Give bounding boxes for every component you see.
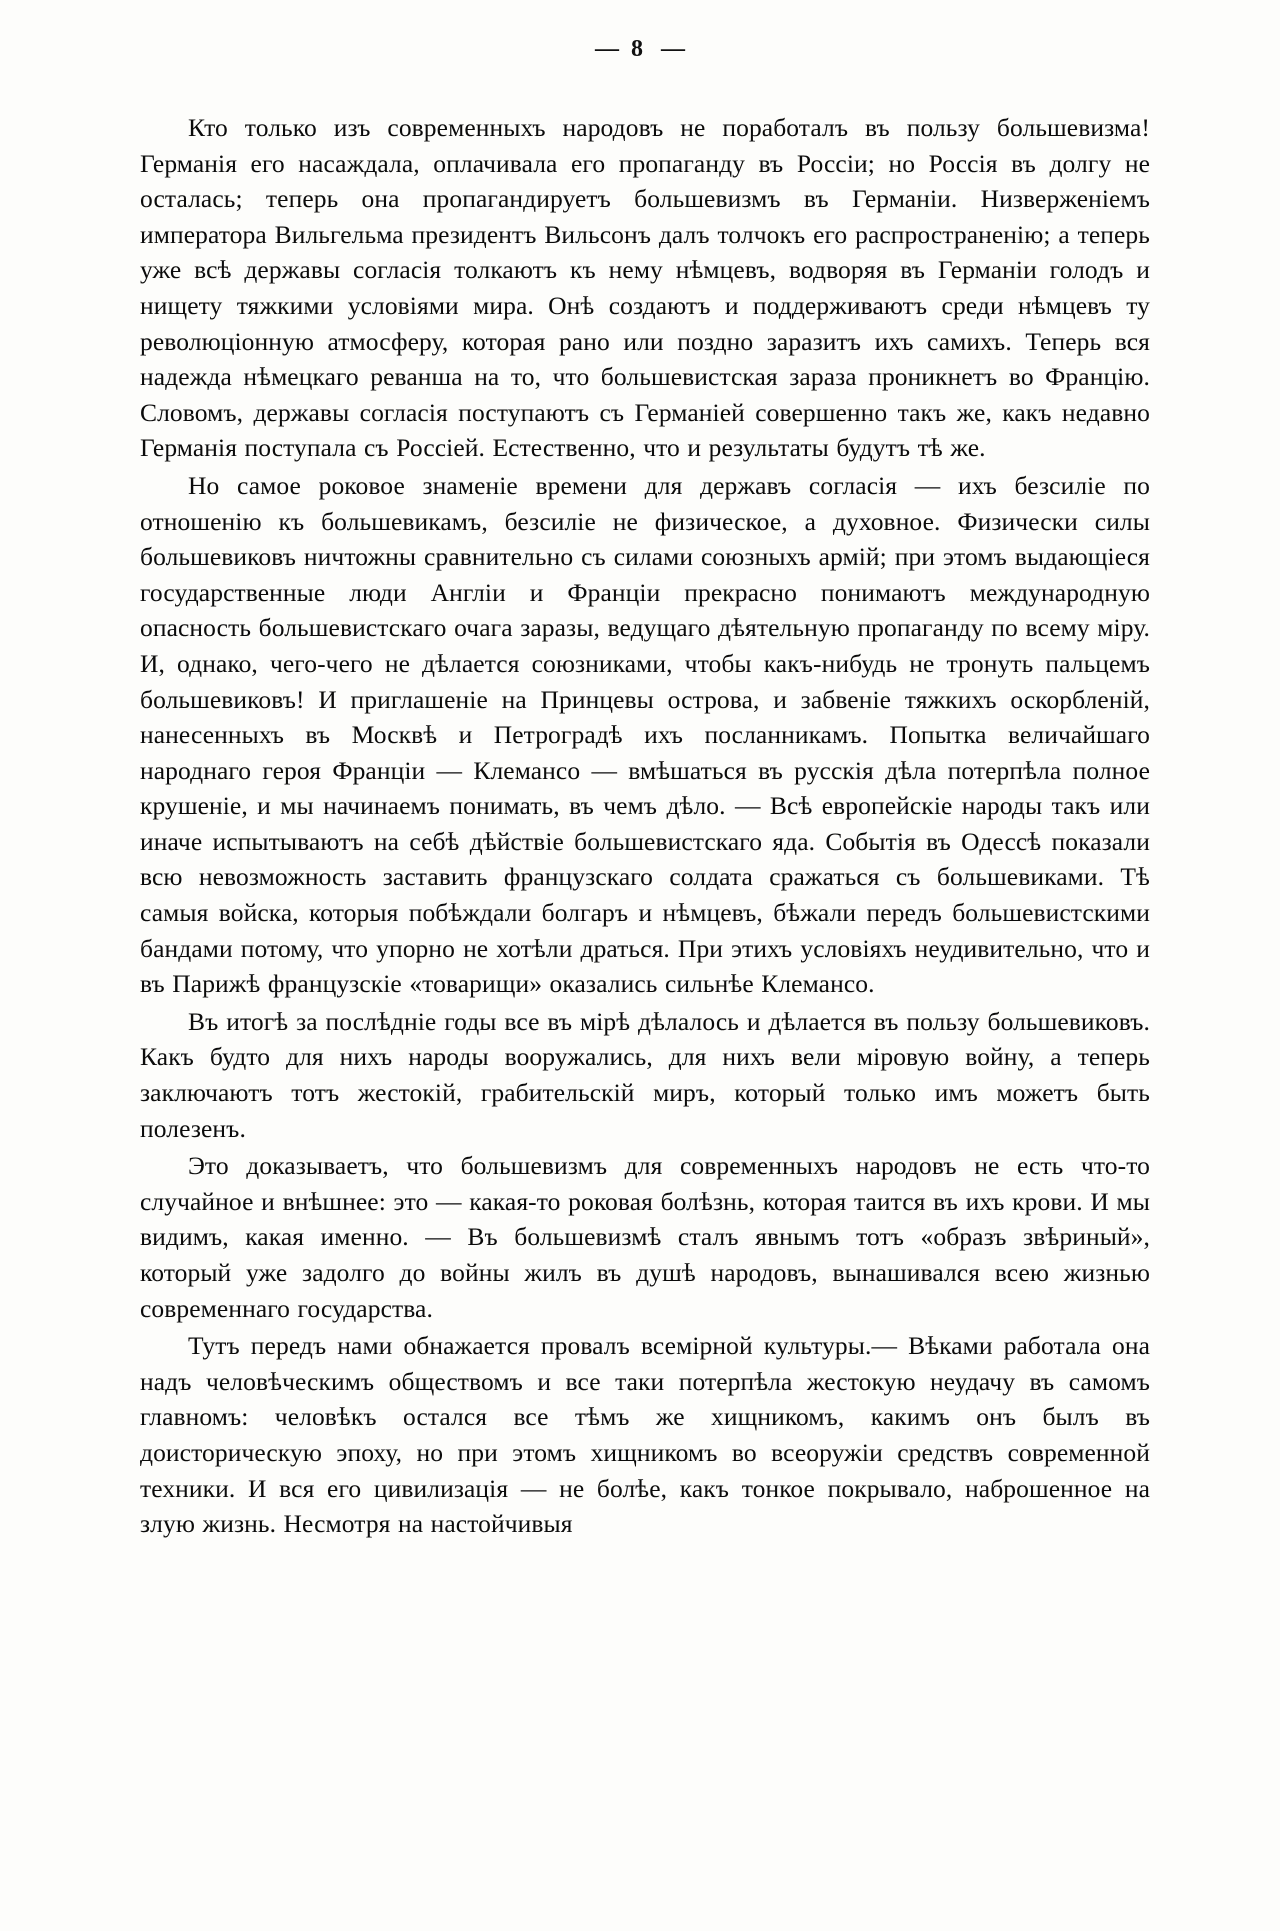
page-number: 8 bbox=[631, 36, 649, 62]
dash-left: — bbox=[595, 36, 619, 62]
paragraph: Кто только изъ современныхъ народовъ не поработалъ въ пользу большевизма! Германія его насаждала, оплачивала его пропаганду въ Россіи; но Россія въ долгу не осталась; теперь она пропагандируетъ большевизмъ въ Германіи. Низверженіемъ императора Вильгельма президентъ Вильсонъ далъ толчокъ его распространенію; а теперь уже всѣ державы согласія толкаютъ къ нему нѣмцевъ, водворяя въ Германіи голодъ и нищету тяжкими условіями мира. Онѣ создаютъ и поддерживаютъ среди нѣмцевъ ту революціонную атмосферу, которая рано или поздно заразитъ ихъ самихъ. Теперь вся надежда нѣмецкаго реванша на то, что большевистская зараза проникнетъ во Францію. Словомъ, державы согласія поступаютъ съ Германіей совершенно такъ же, какъ недавно Германія поступала съ Россіей. Естественно, что и результаты будутъ тѣ же. bbox=[140, 113, 1150, 463]
paragraph: Но самое роковое знаменіе времени для державъ согласія — ихъ безсиліе по отношенію къ большевикамъ, безсиліе не физическое, а духовное. Физически силы большевиковъ ничтожны сравнительно съ силами союзныхъ армій; при этомъ выдающіеся государственные люди Англіи и Франціи прекрасно понимаютъ международную опасность большевистскаго очага заразы, ведущаго дѣятельную пропаганду по всему міру. И, однако, чего-чего не дѣлается союзниками, чтобы какъ-нибудь не тронуть пальцемъ большевиковъ! И приглашеніе на Принцевы острова, и забвеніе тяжкихъ оскорбленій, нанесенныхъ въ Москвѣ и Петроградѣ ихъ посланникамъ. Попытка величайшаго народнаго героя Франціи — Клемансо — вмѣшаться въ русскія дѣла потерпѣла полное крушеніе, и мы начинаемъ понимать, въ чемъ дѣло. — Всѣ европейскіе народы такъ или иначе испытываютъ на себѣ дѣйствіе большевистскаго яда. Событія въ Одессѣ показали всю невозможность заставить французскаго солдата сражаться съ большевиками. Тѣ самыя войска, которыя побѣждали болгаръ и нѣмцевъ, бѣжали передъ большевистскими бандами потому, что упорно не хотѣли драться. При этихъ условіяхъ неудивительно, что и въ Парижѣ французскіе «товарищи» оказались сильнѣе Клемансо. bbox=[140, 470, 1150, 999]
page-header bbox=[0, 36, 1280, 63]
dash-right: — bbox=[661, 36, 685, 62]
paragraph: Въ итогѣ за послѣдніе годы все въ мірѣ дѣлалось и дѣлается въ пользу большевиковъ. Какъ будто для нихъ народы вооружались, для нихъ вели міровую войну, а теперь заключаютъ тотъ жестокій, грабительскій миръ, который только имъ можетъ быть полезенъ. bbox=[140, 1006, 1150, 1143]
paragraph: Тутъ передъ нами обнажается провалъ всемірной культуры.— Вѣками работала она надъ человѣческимъ обществомъ и все таки потерпѣла жестокую неудачу въ самомъ главномъ: человѣкъ остался все тѣмъ же хищникомъ, какимъ онъ былъ въ доисторическую эпоху, но при этомъ хищникомъ во всеоружіи средствъ современной техники. И вся его цивилизація — не болѣе, какъ тонкое покрывало, наброшенное на злую жизнь. Несмотря на настойчивыя bbox=[140, 1331, 1150, 1539]
body-text-column bbox=[140, 110, 1150, 1542]
paragraph: Это доказываетъ, что большевизмъ для современныхъ народовъ не есть что-то случайное и внѣшнее: это — какая-то роковая болѣзнь, которая таится въ ихъ крови. И мы видимъ, какая именно. — Въ большевизмѣ сталъ явнымъ тотъ «образъ звѣриный», который уже задолго до войны жилъ въ душѣ народовъ, вынашивался всею жизнью современнаго государства. bbox=[140, 1151, 1150, 1323]
